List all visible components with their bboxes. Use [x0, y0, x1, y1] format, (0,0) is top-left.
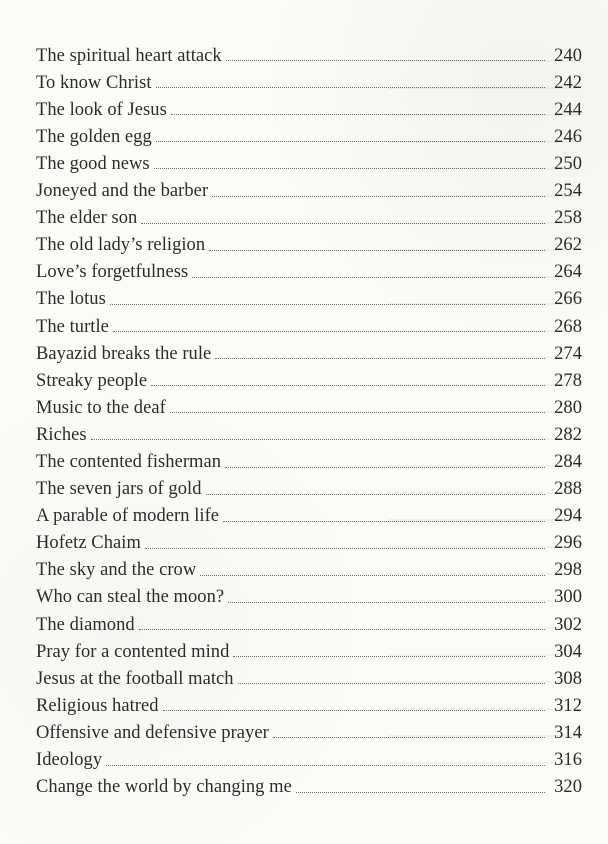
- toc-entry-page-number: 266: [554, 289, 582, 310]
- toc-entry-page-number: 302: [554, 614, 582, 635]
- dot-leader: [171, 113, 545, 115]
- toc-entry-title: A parable of modern life: [36, 506, 220, 527]
- toc-entry: [36, 201, 582, 228]
- dot-leader: [145, 547, 545, 549]
- dot-leader: [212, 195, 545, 197]
- toc-entry: [36, 228, 582, 255]
- toc-entry-title: Offensive and defensive prayer: [36, 722, 269, 743]
- toc-entry-title: The diamond: [36, 614, 135, 635]
- toc-entry-page-number: 246: [554, 126, 582, 147]
- toc-entry: [36, 661, 582, 688]
- toc-entry-title: The turtle: [36, 316, 109, 337]
- toc-entry: [36, 770, 582, 797]
- toc-entry-title: Who can steal the moon?: [36, 587, 225, 608]
- toc-entry-title: The sky and the crow: [36, 560, 197, 581]
- toc-entry-title: Ideology: [36, 750, 103, 771]
- toc-entry-page-number: 244: [554, 99, 582, 120]
- toc-entry-title: Joneyed and the barber: [36, 181, 209, 202]
- toc-entry: [36, 742, 582, 769]
- toc-entry-title: Riches: [36, 424, 87, 445]
- toc-entry-title: Hofetz Chaim: [36, 533, 141, 554]
- toc-entry-title: Change the world by changing me: [36, 777, 292, 798]
- toc-entry: [36, 580, 582, 607]
- dot-leader: [206, 493, 546, 495]
- toc-entry-title: The old lady’s religion: [36, 235, 206, 256]
- toc-entry-title: The contented fisherman: [36, 452, 222, 472]
- dot-leader: [209, 249, 545, 251]
- toc-entry: [36, 255, 582, 282]
- toc-entry-title: Music to the deaf: [36, 397, 166, 418]
- toc-entry-title: The look of Jesus: [36, 99, 167, 120]
- toc-entry-title: The seven jars of gold: [36, 479, 202, 500]
- dot-leader: [106, 764, 545, 766]
- dot-leader: [156, 140, 545, 142]
- toc-entry: [36, 119, 582, 146]
- toc-entry: [36, 173, 582, 200]
- dot-leader: [141, 222, 545, 224]
- toc-entry-page-number: 320: [554, 777, 582, 798]
- toc-entry-title: Streaky people: [36, 370, 148, 391]
- toc-entry-page-number: 298: [554, 560, 582, 581]
- toc-entry: [36, 553, 582, 580]
- toc-entry: [36, 417, 582, 444]
- toc-entry-page-number: 250: [554, 153, 582, 174]
- toc-entry-page-number: 274: [554, 343, 582, 364]
- toc-entry-page-number: 314: [554, 722, 582, 743]
- toc-entry-title: The good news: [36, 153, 150, 174]
- toc-entry: [36, 472, 582, 499]
- toc-entry-page-number: 304: [554, 641, 582, 662]
- toc-entry: [36, 92, 582, 119]
- toc-entry-title: The golden egg: [36, 126, 152, 147]
- dot-leader: [233, 655, 545, 657]
- dot-leader: [192, 276, 545, 278]
- toc-entry: [36, 634, 582, 661]
- toc-entry-page-number: 294: [554, 506, 582, 527]
- toc-entry: [36, 499, 582, 526]
- toc-entry: [36, 65, 582, 92]
- toc-entry-page-number: 278: [554, 370, 582, 391]
- toc-entry-page-number: 264: [554, 262, 582, 283]
- dot-leader: [238, 682, 545, 684]
- toc-entry: [36, 38, 582, 65]
- toc-entry-page-number: 284: [554, 452, 582, 472]
- dot-leader: [110, 303, 545, 305]
- toc-entry-title: Love’s forgetfulness: [36, 262, 189, 283]
- toc-entry: [36, 444, 582, 471]
- dot-leader: [113, 330, 545, 332]
- dot-leader: [215, 357, 545, 359]
- toc-entry-title: The elder son: [36, 208, 138, 229]
- dot-leader: [156, 86, 545, 88]
- toc-entry: [36, 526, 582, 553]
- toc-entry-page-number: 240: [554, 45, 582, 66]
- toc-entry: [36, 715, 582, 742]
- toc-entry: [36, 363, 582, 390]
- toc-entry-title: The lotus: [36, 289, 106, 310]
- toc-entry-page-number: 312: [554, 695, 582, 716]
- toc-entry-page-number: 258: [554, 208, 582, 229]
- toc-entry: [36, 146, 582, 173]
- toc-entry-page-number: 254: [554, 181, 582, 202]
- dot-leader: [91, 438, 545, 440]
- toc-entry-title: Bayazid breaks the rule: [36, 343, 212, 364]
- toc-entry-title: Jesus at the football match: [36, 668, 234, 689]
- dot-leader: [223, 520, 545, 522]
- toc-entry-page-number: 288: [554, 479, 582, 500]
- toc-entry: [36, 282, 582, 309]
- toc-entry-page-number: 296: [554, 533, 582, 554]
- toc-entry-page-number: 242: [554, 72, 582, 93]
- toc-entry: [36, 688, 582, 715]
- toc-entry-page-number: 282: [554, 424, 582, 445]
- toc-entry-page-number: 262: [554, 235, 582, 256]
- dot-leader: [163, 709, 545, 711]
- dot-leader: [225, 466, 545, 468]
- table-of-contents: [36, 38, 582, 797]
- toc-entry-title: The spiritual heart attack: [36, 45, 222, 66]
- dot-leader: [170, 411, 545, 413]
- toc-entry-page-number: 308: [554, 668, 582, 689]
- dot-leader: [139, 628, 545, 630]
- toc-entry: [36, 390, 582, 417]
- dot-leader: [226, 59, 545, 61]
- dot-leader: [228, 601, 545, 603]
- toc-entry-title: To know Christ: [36, 72, 152, 93]
- toc-entry: [36, 309, 582, 336]
- toc-entry: [36, 607, 582, 634]
- toc-entry-title: Pray for a contented mind: [36, 641, 230, 662]
- dot-leader: [296, 791, 545, 793]
- toc-entry-page-number: 280: [554, 397, 582, 418]
- dot-leader: [154, 167, 545, 169]
- dot-leader: [273, 736, 545, 738]
- toc-entry-page-number: 316: [554, 750, 582, 771]
- toc-entry: [36, 336, 582, 363]
- toc-entry-page-number: 268: [554, 316, 582, 337]
- dot-leader: [200, 574, 545, 576]
- toc-entry-title: Religious hatred: [36, 695, 159, 716]
- dot-leader: [151, 384, 545, 386]
- toc-entry-page-number: 300: [554, 587, 582, 608]
